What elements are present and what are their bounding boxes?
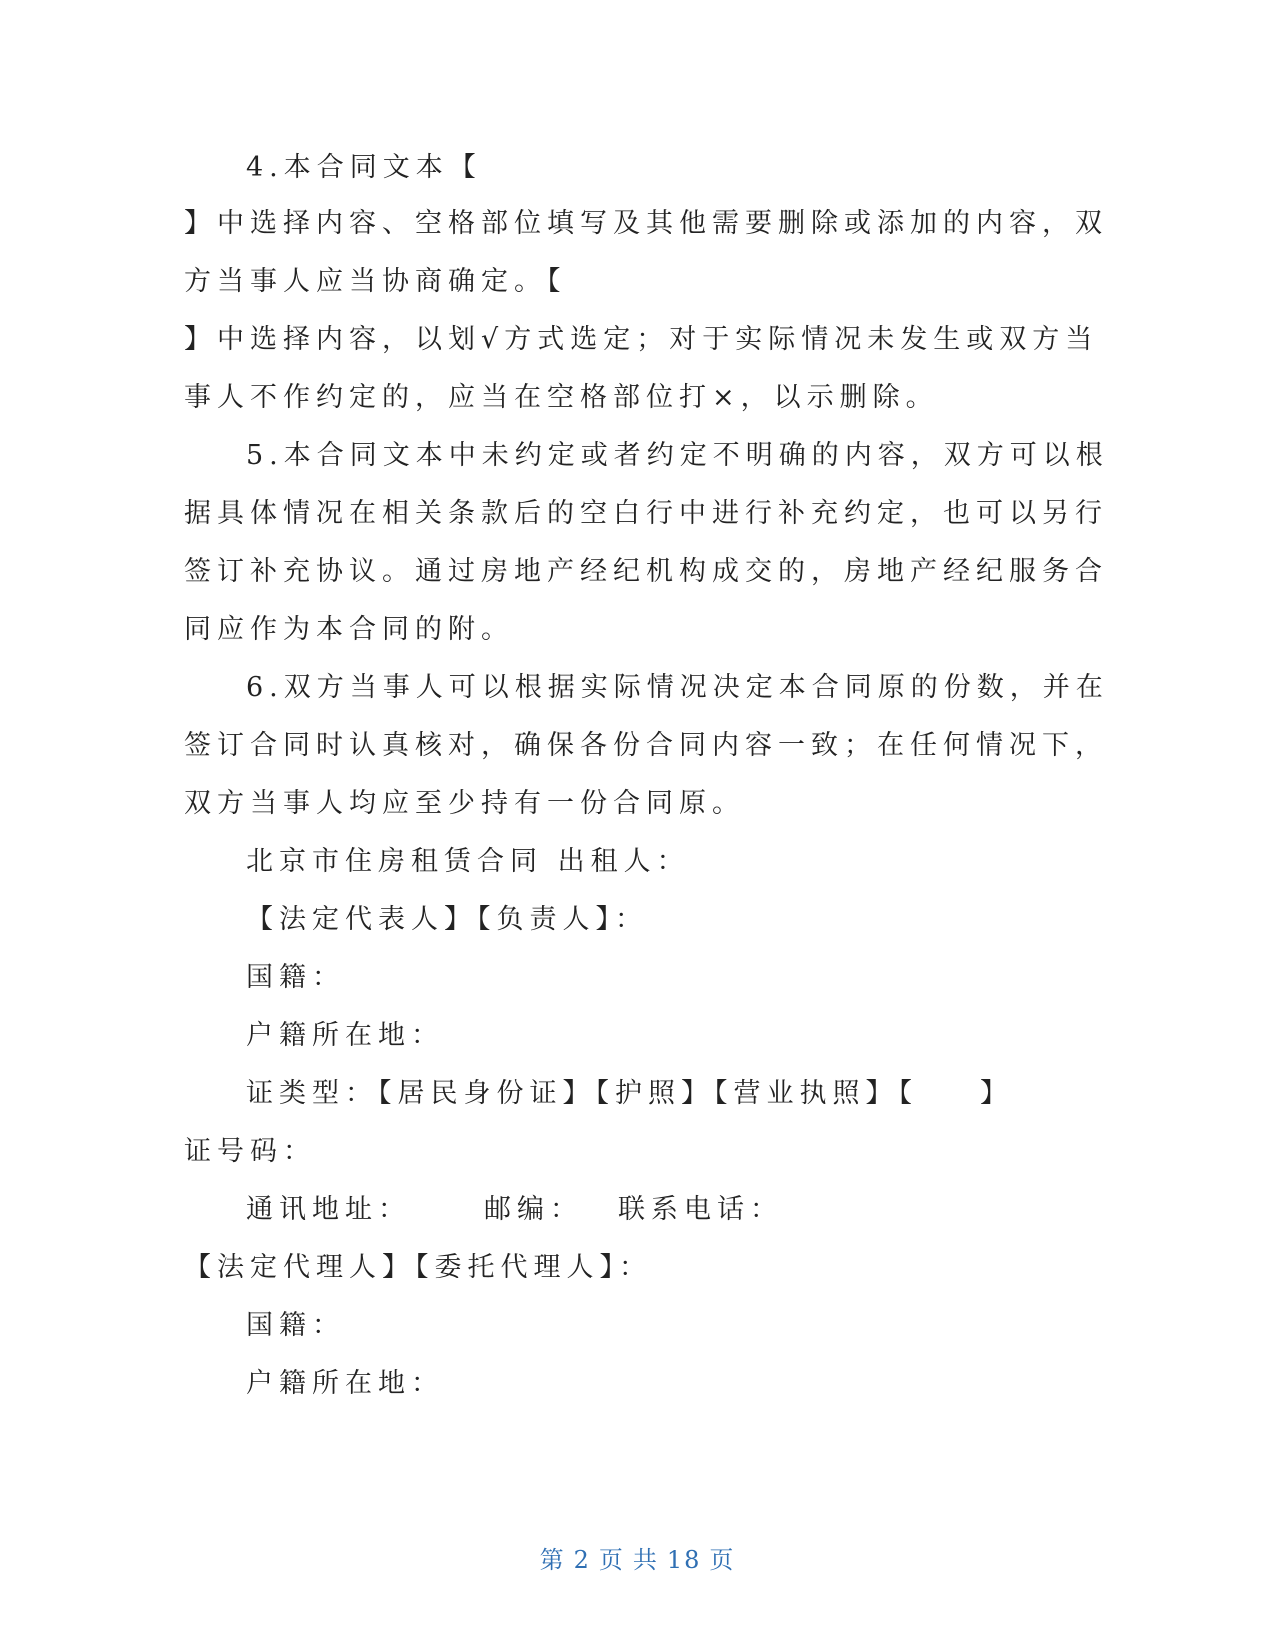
clause-6-line-2: 签订合同时认真核对，确保各份合同内容一致；在任何情况下， [184, 730, 1108, 761]
nationality-label: 国籍： [246, 962, 345, 993]
id-number-label: 证号码： [184, 1136, 316, 1167]
clause-4-line-2: 】中选择内容、空格部位填写及其他需要删除或添加的内容，双 [184, 208, 1108, 239]
page-footer [0, 1544, 1275, 1576]
mailing-address-label: 通讯地址： [246, 1194, 411, 1225]
agent-household-register-label: 户籍所在地： [246, 1368, 444, 1399]
clause-4-line-4: 】中选择内容，以划√方式选定；对于实际情况未发生或双方当 [184, 324, 1099, 355]
clause-4-line-3: 方当事人应当协商确定。【 [184, 266, 567, 297]
id-type-label: 证类型：【居民身份证】【护照】【营业执照】【 [246, 1078, 918, 1109]
clause-4-line-1: 4.本合同文本【 [246, 152, 482, 183]
page-suffix: 页 [709, 1546, 736, 1574]
clause-6-line-3: 双方当事人均应至少持有一份合同原。 [184, 788, 745, 819]
clause-5-line-1: 5.本合同文本中未约定或者约定不明确的内容，双方可以根 [246, 440, 1109, 471]
clause-5-line-3: 签订补充协议。通过房地产经纪机构成交的，房地产经纪服务合 [184, 556, 1108, 587]
clause-5-line-4: 同应作为本合同的附。 [184, 614, 514, 645]
agent-label: 【法定代理人】【委托代理人】： [184, 1252, 652, 1283]
clause-6-line-1: 6.双方当事人可以根据实际情况决定本合同原的份数，并在 [246, 672, 1109, 703]
current-page-number: 2 [573, 1546, 591, 1574]
page-mid: 页 [598, 1546, 625, 1574]
clause-4-line-5: 事人不作约定的，应当在空格部位打×，以示删除。 [184, 382, 939, 413]
total-pages-number: 18 [666, 1546, 702, 1574]
contract-title-lessor: 北京市住房租赁合同 出租人： [246, 846, 690, 877]
id-type-close-bracket: 】 [980, 1078, 1013, 1109]
page-prefix: 第 [539, 1546, 566, 1574]
legal-representative-label: 【法定代表人】【负责人】： [246, 904, 648, 935]
total-label: 共 [632, 1546, 659, 1574]
household-register-label: 户籍所在地： [246, 1020, 444, 1051]
postcode-label: 邮编： [484, 1194, 583, 1225]
phone-label: 联系电话： [618, 1194, 783, 1225]
agent-nationality-label: 国籍： [246, 1310, 345, 1341]
clause-5-line-2: 据具体情况在相关条款后的空白行中进行补充约定，也可以另行 [184, 498, 1108, 529]
